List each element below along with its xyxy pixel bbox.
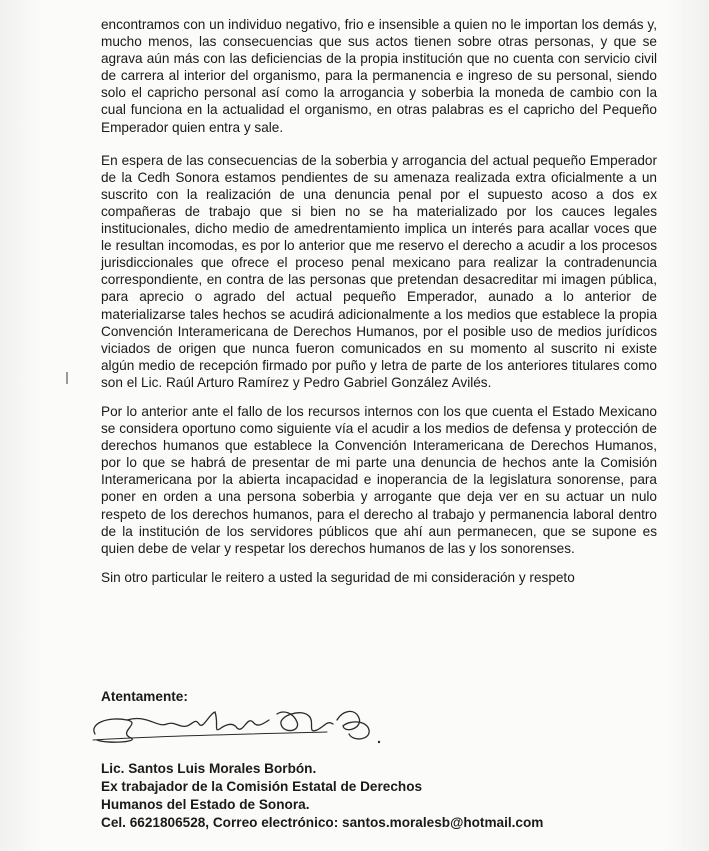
margin-mark (66, 372, 68, 384)
salutation: Atentamente: (101, 689, 188, 704)
signer-title-line-2: Humanos del Estado de Sonora. (101, 797, 310, 812)
closing-line: Sin otro particular le reitero a usted la seguridad de mi consideración y respeto (101, 569, 575, 585)
signer-contact: Cel. 6621806528, Correo electrónico: santos.moralesb@hotmail.com (101, 815, 544, 830)
handwritten-signature (87, 694, 387, 754)
signer-name: Lic. Santos Luis Morales Borbón. (101, 761, 317, 776)
signer-title-line-1: Ex trabajador de la Comisión Estatal de Derechos (101, 779, 423, 794)
paragraph-1: encontramos con un individuo negativo, frio e insensible a quien no le importan los demás y, mucho menos, las consecuencias que sus actos tienen sobre otras personas, y que se agrava aún más con las deficiencias de la propia institución que no cuenta con servicio civil de carrera al interior del organismo, para la permanencia e ingreso de su personal, siendo solo el capricho personal así como la arrogancia y soberbia la moneda de cambio con la cual funciona en la actualidad el organismo, en otras palabras es el capricho del Pequeño Emperador quien entra y sale. (101, 17, 657, 135)
signature-block (101, 688, 661, 832)
paragraph-2: En espera de las consecuencias de la soberbia y arrogancia del actual pequeño Emperador de la Cedh Sonora estamos pendientes de su amenaza realizada extra oficialmente a un suscrito con la realización de una denuncia penal por el supuesto acoso a dos ex compañeras de trabajo que si bien no se ha materializado por los cauces legales institucionales, dicho medio de amedrentamiento implica un interés para acallar voces que le resultan incomodas, es por lo anterior que me reservo el derecho a acudir a los procesos jurisdiccionales que ofrece el proceso penal mexicano para realizar la contradenuncia correspondiente, en contra de las personas que pretendan desacreditar mi imagen pública, para aprecio o agrado del actual pequeño Emperador, aunado a lo anterior de materializarse tales hechos se acudirá adicionalmente a los medios que establece la propia Convención Interamericana de Derechos Humanos, por el posible uso de medios jurídicos viciados de origen que nunca fueron comunicados en su momento al suscrito ni existe algún medio de recepción firmado por puño y letra de parte de los anteriores titulares como son el Lic. Raúl Arturo Ramírez y Pedro Gabriel González Avilés. (101, 152, 657, 390)
letter-body (101, 16, 657, 586)
paragraph-3: Por lo anterior ante el fallo de los recursos internos con los que cuenta el Estado Mexicano se considera oportuno como siguiente vía el acudir a los medios de defensa y protección de derechos humanos que establece la Convención Interamericana de Derechos Humanos, por lo que se habrá de presentar de mi parte una denuncia de hechos ante la Comisión Interamericana por la abierta incapacidad e inoperancia de la legislatura sonorense, para poner en orden a una persona soberbia y arrogante que deja ver en su actuar un nulo respeto de los derechos humanos, para el derecho al trabajo y permanencia laboral dentro de la institución de los servidores públicos que ahí aun permanecen, que se supone es quien debe de velar y respetar los derechos humanos de las y los sonorenses. (101, 403, 657, 556)
